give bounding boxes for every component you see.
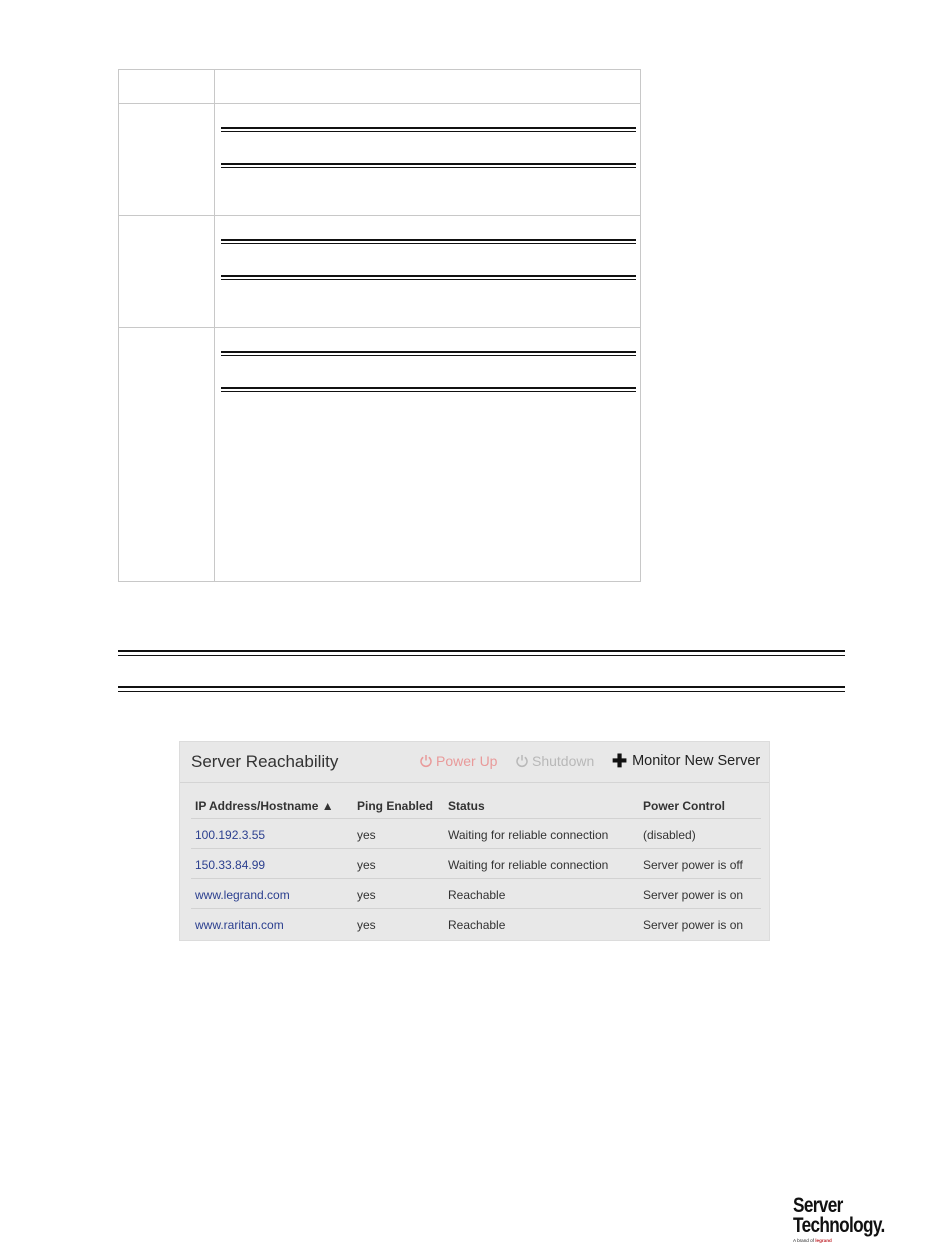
- server-technology-logo: [793, 1196, 903, 1243]
- table-row-divider: [119, 327, 640, 328]
- table-row[interactable]: [191, 849, 761, 879]
- status-cell: Waiting for reliable connection: [448, 858, 609, 872]
- table-row[interactable]: [191, 819, 761, 849]
- double-rule: [221, 127, 636, 129]
- status-cell: Reachable: [448, 918, 506, 932]
- double-rule: [221, 275, 636, 277]
- power-icon: [419, 754, 433, 768]
- server-table: [191, 790, 761, 938]
- double-rule: [221, 387, 636, 389]
- double-rule: [221, 351, 636, 353]
- section-rule: [118, 686, 845, 688]
- host-link[interactable]: 150.33.84.99: [195, 858, 266, 872]
- power-cell: Server power is on: [643, 918, 744, 932]
- monitor-new-server-button[interactable]: [612, 753, 760, 769]
- logo-tagline-brand: legrand: [815, 1238, 832, 1243]
- panel-header-divider: [180, 782, 769, 783]
- shutdown-label: Shutdown: [532, 753, 595, 769]
- logo-tagline: [793, 1238, 903, 1243]
- double-rule: [221, 239, 636, 241]
- table-column-divider: [214, 70, 215, 581]
- shutdown-button[interactable]: [515, 753, 594, 769]
- panel-title: Server Reachability: [191, 752, 339, 771]
- host-link[interactable]: 100.192.3.55: [195, 828, 266, 842]
- document-table: [118, 69, 641, 582]
- status-cell: Reachable: [448, 888, 506, 902]
- power-cell: Server power is on: [643, 888, 744, 902]
- logo-line-1: Server: [793, 1194, 843, 1217]
- column-header-status[interactable]: Status: [448, 799, 485, 813]
- host-link[interactable]: www.legrand.com: [195, 888, 290, 902]
- table-row-divider: [119, 103, 640, 104]
- power-cell: (disabled): [643, 828, 696, 842]
- logo-tagline-prefix: A brand of: [793, 1238, 814, 1243]
- table-row[interactable]: [191, 909, 761, 938]
- table-header-row: [191, 790, 761, 819]
- column-header-ping[interactable]: Ping Enabled: [357, 799, 434, 813]
- ping-cell: yes: [357, 888, 376, 902]
- section-rule: [118, 650, 845, 652]
- ping-cell: yes: [357, 918, 376, 932]
- logo-line-2: Technology.: [793, 1214, 885, 1237]
- column-header-power[interactable]: Power Control: [643, 799, 726, 813]
- table-row[interactable]: [191, 879, 761, 909]
- power-up-button[interactable]: [419, 753, 497, 769]
- server-reachability-panel: [179, 741, 770, 941]
- ping-cell: yes: [357, 858, 376, 872]
- table-row-divider: [119, 215, 640, 216]
- power-icon: [515, 754, 529, 768]
- plus-icon: ✚: [612, 751, 628, 771]
- host-link[interactable]: www.raritan.com: [195, 918, 284, 932]
- power-up-label: Power Up: [436, 753, 498, 769]
- ping-cell: yes: [357, 828, 376, 842]
- column-header-host[interactable]: IP Address/Hostname ▲: [195, 799, 334, 813]
- double-rule: [221, 163, 636, 165]
- power-cell: Server power is off: [643, 858, 743, 872]
- status-cell: Waiting for reliable connection: [448, 828, 609, 842]
- monitor-new-server-label: Monitor New Server: [632, 753, 761, 769]
